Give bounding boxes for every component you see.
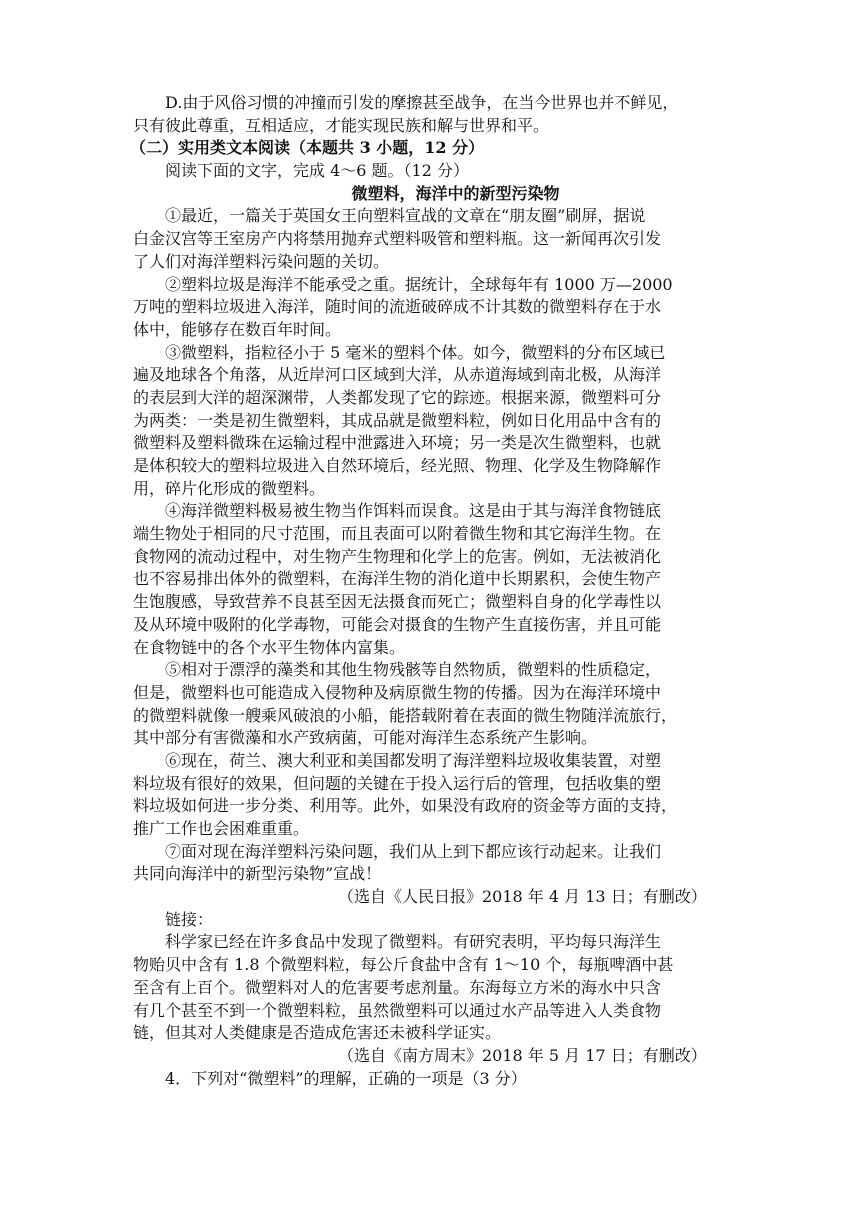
text-line: 食物网的流动过程中，对生物产生物理和化学上的危害。例如，无法被消化 (133, 546, 662, 566)
text-line: 万吨的塑料垃圾进入海洋，随时间的流逝破碎成不计其数的微塑料存在于水 (133, 297, 662, 317)
text-line: 了人们对海洋塑料污染问题的关切。 (133, 251, 390, 271)
section-heading: （二）实用类文本阅读（本题共 3 小题，12 分） (130, 138, 485, 158)
text-line: 的微塑料就像一艘乘风破浪的小船，能搭载附着在表面的微生物随洋流旅行， (133, 705, 678, 725)
text-line: 推广工作也会困难重重。 (133, 819, 310, 838)
instruction: 阅读下面的文字，完成 4～6 题。（12 分） (165, 161, 469, 181)
text-line: 科学家已经在许多食品中发现了微塑料。有研究表明，平均每只海洋生 (165, 932, 662, 952)
text-line: ④海洋微塑料极易被生物当作饵料而误食。这是由于其与海洋食物链底 (165, 501, 662, 521)
text-line: 至含有上百个。微塑料对人的危害要考虑剂量。东海每立方米的海水中只含 (133, 977, 662, 997)
text-line: 体中，能够存在数百年时间。 (133, 319, 342, 339)
text-line: 为两类：一类是初生微塑料，其成品就是微塑料粒，例如日化用品中含有的 (133, 410, 662, 430)
text-line: 及从环境中吸附的化学毒物，可能会对摄食的生物产生直接伤害，并且可能 (133, 614, 662, 634)
text-line: 链，但其对人类健康是否造成危害还未被科学证实。 (133, 1023, 502, 1043)
source-citation: （选自《人民日报》2018 年 4 月 13 日；有删改） (338, 887, 707, 907)
text-line: 料垃圾如何进一步分类、利用等。此外，如果没有政府的资金等方面的支持， (133, 796, 678, 816)
paragraph-7 (133, 841, 748, 886)
option-d (133, 92, 748, 137)
text-line: ⑥现在，荷兰、澳大利亚和美国都发明了海洋塑料垃圾收集装置，对塑 (165, 750, 662, 770)
text-line: 料垃圾有很好的效果，但问题的关键在于投入运行后的管理，包括收集的塑 (133, 773, 662, 793)
text-line: ⑦面对现在海洋塑料污染问题，我们从上到下都应该行动起来。让我们 (165, 841, 662, 861)
text-line: ②塑料垃圾是海洋不能承受之重。据统计，全球每年有 1000 万—2000 (165, 274, 673, 294)
paragraph-4 (133, 500, 748, 659)
text-line: 白金汉宫等王室房产内将禁用抛弃式塑料吸管和塑料瓶。这一新闻再次引发 (133, 229, 662, 249)
text-line: 物贻贝中含有 1.8 个微塑料粒，每公斤食盐中含有 1～10 个，每瓶啤酒中甚 (133, 955, 674, 975)
text-line: 微塑料及塑料微珠在运输过程中泄露进入环境；另一类是次生微塑料，也就 (133, 433, 662, 453)
text-line: 端生物处于相同的尺寸范围，而且表面可以附着微生物和其它海洋生物。在 (133, 524, 662, 544)
text-line: 也不容易排出体外的微塑料，在海洋生物的消化道中长期累积，会使生物产 (133, 569, 662, 589)
paragraph-6 (133, 750, 748, 841)
text-line: 但是，微塑料也可能造成入侵物种及病原微生物的传播。因为在海洋环境中 (133, 682, 662, 702)
text-line: D.由于风俗习惯的冲撞而引发的摩擦甚至战争，在当今世界也并不鲜见， (165, 93, 679, 112)
question-4: 4．下列对“微塑料”的理解，正确的一项是（3 分） (165, 1068, 527, 1088)
paragraph-3 (133, 342, 748, 501)
link-label: 链接： (165, 909, 214, 929)
text-line: 只有彼此尊重，互相适应，才能实现民族和解与世界和平。 (133, 115, 550, 135)
text-line: 共同向海洋中的新型污染物”宣战！ (133, 864, 382, 884)
article-title: 微塑料，海洋中的新型污染物 (351, 183, 560, 203)
text-line: 用，碎片化形成的微塑料。 (133, 478, 326, 498)
text-line: 是体积较大的塑料垃圾进入自然环境后，经光照、物理、化学及生物降解作 (133, 456, 662, 475)
text-line: ①最近，一篇关于英国女王向塑料宣战的文章在“朋友圈”刷屏，据说 (165, 206, 646, 226)
source-citation: （选自《南方周末》2018 年 5 月 17 日；有删改） (338, 1045, 707, 1065)
paragraph-5 (133, 659, 748, 750)
text-line: 生饱腹感，导致营养不良甚至因无法摄食而死亡；微塑料自身的化学毒性以 (133, 592, 662, 612)
document-content (130, 92, 748, 1090)
text-line: 的表层到大洋的超深渊带，人类都发现了它的踪迹。根据来源，微塑料可分 (133, 387, 662, 407)
text-line: 在食物链中的各个水平生物体内富集。 (133, 637, 406, 657)
text-line: 有几个甚至不到一个微塑料粒，虽然微塑料可以通过水产品等进入人类食物 (133, 1000, 662, 1020)
link-paragraph (133, 931, 748, 1044)
text-line: ③微塑料，指粒径小于 5 毫米的塑料个体。如今，微塑料的分布区域已 (165, 342, 666, 362)
text-line: 遍及地球各个角落，从近岸河口区域到大洋，从赤道海域到南北极，从海洋 (133, 365, 662, 385)
text-line: 其中部分有害微藻和水产致病菌，可能对海洋生态系统产生影响。 (133, 728, 598, 748)
text-line: ⑤相对于漂浮的藻类和其他生物残骸等自然物质，微塑料的性质稳定， (165, 660, 662, 680)
paragraph-2 (133, 274, 748, 342)
paragraph-1 (133, 205, 748, 273)
